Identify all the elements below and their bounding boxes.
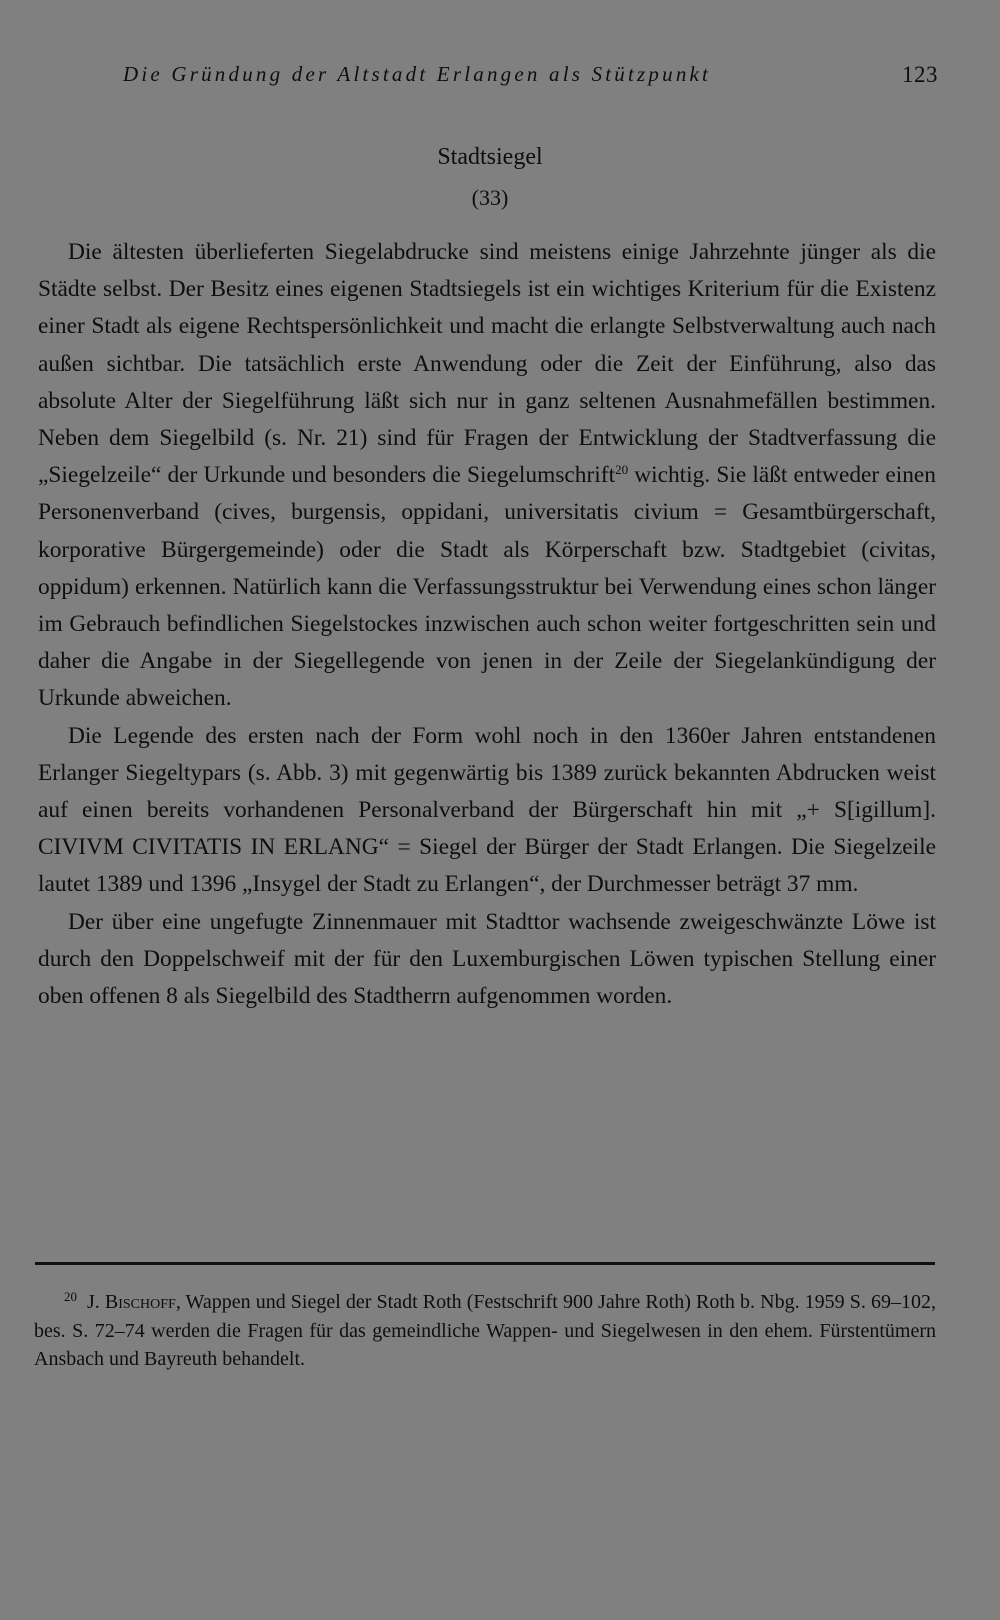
page-number: 123 — [902, 62, 938, 87]
paragraph-1 — [38, 234, 936, 718]
paragraph-1-part-2: wichtig. Sie läßt entweder einen Personenverband (cives, burgensis, oppidani, universitatis civium = Gesamtbürgerschaft, korporative Bürgergemeinde) oder die Stadt als Körperschaft bzw. Stadtgebiet (civitas, oppidum) erkennen. Natürlich kann die Verfassungsstruktur bei Verwendung eines schon länger im Gebrauch befindlichen Siegelstockes inzwischen auch schon weiter fortgeschritten sein und daher die Angabe in der Siegellegende von jenen in der Zeile der Siegelankündigung der Urkunde abweichen. — [38, 462, 936, 712]
body-text — [38, 234, 936, 1015]
footnote-mark: 20 — [64, 1289, 77, 1304]
footnote-author: J. Bischoff — [87, 1291, 176, 1313]
paragraph-3: Der über eine ungefugte Zinnenmauer mit Stadttor wachsende zweigeschwänzte Löwe ist durch den Doppelschweif mit der für den Luxemburgischen Löwen typischen Stellung einer oben offenen 8 als Siegelbild des Stadtherrn aufgenommen worden. — [38, 908, 936, 1010]
footnote-reference[interactable]: 20 — [615, 462, 629, 478]
footnotes — [34, 1283, 936, 1374]
paragraph-2: Die Legende des ersten nach der Form wohl noch in den 1360er Jahren entstandenen Erlanger Siegeltypars (s. Abb. 3) mit gegenwärtig bis 1389 zurück bekannten Abdrucken weist auf einen bereits vorhandenen Personalverband der Bürgerschaft hin mit „+ S[igillum]. CIVIVM CIVITATIS IN ERLANG“ = Siegel der Bürger der Stadt Erlangen. Die Siegelzeile lautet 1389 und 1396 „Insygel der Stadt zu Erlangen“, der Durchmesser beträgt 37 mm. — [38, 722, 936, 898]
section-title: Stadtsiegel — [437, 144, 543, 170]
section-number: (33) — [471, 185, 509, 210]
running-head — [38, 62, 938, 96]
footnote-text: , Wappen und Siegel der Stadt Roth (Festschrift 900 Jahre Roth) Roth b. Nbg. 1959 S. 69–102, bes. S. 72–74 werden die Fragen für das gemeindliche Wappen- und Siegelwesen in den ehem. Fürstentümern Ansbach und Bayreuth behandelt. — [34, 1291, 937, 1370]
paragraph-1-part-1: Die ältesten überlieferten Siegelabdrucke sind meistens einige Jahrzehnte jünger als die Städte selbst. Der Besitz eines eigenen Stadtsiegels ist ein wichtiges Kriterium für die Existenz einer Stadt als eigene Rechtspersönlichkeit und macht die erlangte Selbstverwaltung auch nach außen sichtbar. Die tatsächlich erste Anwendung oder die Zeit der Einführung, also das absolute Alter der Siegelführung läßt sich nur in ganz seltenen Ausnahmefällen bestimmen. Neben dem Siegelbild (s. Nr. 21) sind für Fragen der Entwicklung der Stadtverfassung die „Siegelzeile“ der Urkunde und besonders die Siegelumschrift — [38, 239, 936, 489]
footnote-20 — [34, 1283, 936, 1374]
running-title: Die Gründung der Altstadt Erlangen als Stützpunkt — [123, 62, 712, 86]
footnote-divider — [35, 1262, 935, 1265]
